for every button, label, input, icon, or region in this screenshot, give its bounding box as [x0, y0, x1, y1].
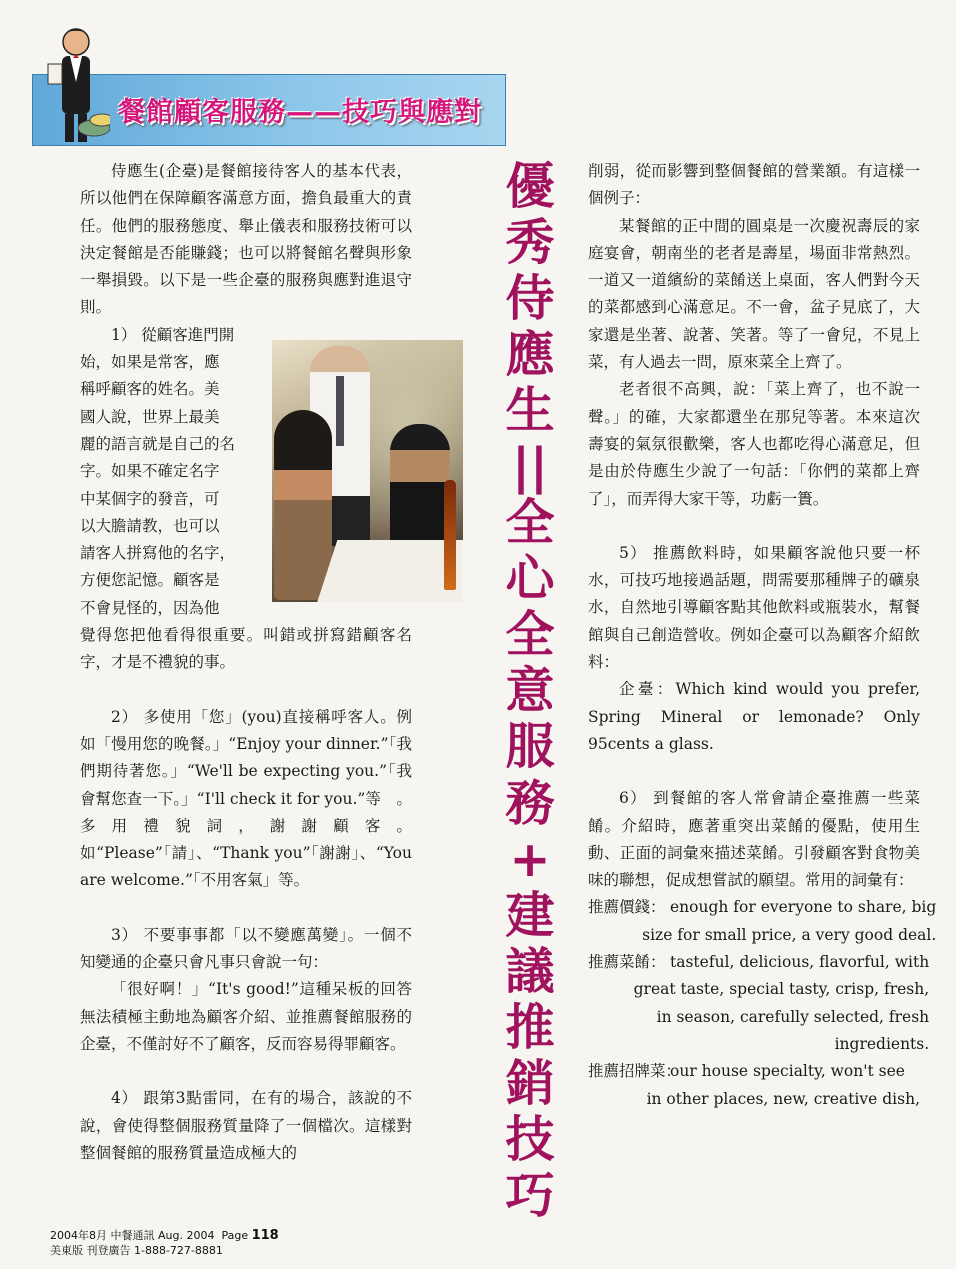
page-footer	[50, 1228, 450, 1258]
vocabulary-list	[588, 894, 937, 1112]
vocab-definition	[646, 1058, 920, 1113]
vocab-term: 推薦招牌菜：	[588, 1062, 682, 1081]
tip-1-line: 稱呼顧客的姓名。美	[80, 380, 220, 399]
story-paragraph-2: 老者很不高興，說：「菜上齊了，也不說一聲。」的確，大家都還坐在那兒等著。本來這次壽宴的氣氛很歡樂，客人也都吃得心滿意足，但是由於侍應生少說了一句話：「你們的菜都上齊了」，而弄得大家干等，功虧一簣。	[588, 380, 920, 508]
tip-2: 2） 多使用「您」(you)直接稱呼客人。例如「慢用您的晚餐。」“Enjoy your dinner.”「我們期待著您。」“We'll be expecting you.”「我會幫您查一下。」“I'll check it for you.”等 。多用禮貌詞，謝謝顧客。如“Please”「請」、“Thank you”「謝謝」、“You are welcome.”「不用客氣」等。	[80, 707, 412, 890]
footer-date: 2004年8月 中餐通訊 Aug. 2004	[50, 1229, 215, 1242]
tip-5: 5） 推薦飲料時，如果顧客說他只要一杯水，可技巧地接過話題，問需要那種牌子的礦泉水，自然地引導顧客點其他飲料或瓶裝水，幫餐館與自己創造營收。例如企臺可以為顧客介紹飲料：	[588, 543, 920, 672]
vocab-line: enough for everyone to share, big	[670, 898, 937, 917]
headline-char: 生	[505, 382, 555, 440]
headline-char: 議	[505, 942, 555, 1000]
photo-guest-woman	[274, 410, 332, 600]
vocab-line: our house specialty, won't see	[670, 1062, 905, 1081]
headline-char: 心	[505, 550, 555, 608]
right-column	[588, 158, 937, 1113]
footer-advert-line: 美東版 刊登廣告 1-888-727-8881	[50, 1244, 223, 1257]
vocab-entry	[588, 1058, 920, 1113]
tip-1-line: 1） 從顧客進門開	[111, 325, 235, 344]
vocab-line: ingredients.	[834, 1034, 930, 1053]
waiter-mascot-icon	[40, 24, 110, 144]
story-paragraph-1: 某餐館的正中間的圓桌是一次慶祝壽辰的家庭宴會，朝南坐的老者是壽星，場面非常熱烈。一道又一道繽紛的菜餚送上桌面，客人們對今天的菜都感到心滿意足。不一會，盆子見底了，大家還是坐著、說著、笑著。等了一會兒，不見上菜，有人過去一問，原來菜全上齊了。	[588, 216, 920, 372]
tip-1-wrapped-lines	[80, 322, 270, 622]
headline-char: 全	[505, 606, 555, 664]
headline-char: +	[509, 830, 551, 888]
vocab-line: in other places, new, creative dish,	[646, 1089, 920, 1108]
vocab-entry	[588, 894, 937, 949]
tip-4: 4） 跟第3點雷同，在有的場合，該說的不說，會使得整個服務質量降了一個檔次。這樣對整個餐館的服務質量造成極大的	[80, 1089, 412, 1162]
vertical-headline	[498, 158, 562, 1224]
headline-char: 推	[505, 998, 555, 1056]
vocab-line: in season, carefully selected, fresh	[656, 1007, 930, 1026]
headline-char: ||	[512, 438, 548, 496]
tip-1-end: 覺得您把他看得很重要。叫錯或拼寫錯顧客名字，才是不禮貌的事。	[80, 626, 412, 672]
vocab-line: great taste, special tasty, crisp, fresh,	[633, 980, 930, 999]
photo-bottle	[444, 480, 456, 590]
vocab-definition	[633, 949, 930, 1058]
tip-1-line: 請客人拼寫他的名字，	[80, 544, 236, 563]
vocab-term: 推薦價錢：	[588, 898, 666, 917]
headline-char: 銷	[505, 1054, 555, 1112]
tip-1-line: 不會見怪的，因為他	[80, 598, 220, 617]
headline-char: 務	[505, 774, 555, 832]
vocab-term: 推薦菜餚：	[588, 953, 666, 972]
vocab-line: tasteful, delicious, flavorful, with	[670, 953, 930, 972]
headline-char: 建	[505, 886, 555, 944]
tip-1-line: 以大膽請教，也可以	[80, 516, 220, 535]
photo-guest-man	[390, 424, 450, 544]
tip-3: 3） 不要事事都「以不變應萬變」。一個不知變通的企臺只會凡事只會說一句：	[80, 925, 412, 972]
restaurant-service-photo	[272, 340, 463, 602]
headline-char: 侍	[505, 270, 555, 328]
headline-char: 秀	[505, 214, 555, 272]
left-column	[80, 158, 412, 1167]
tip-1-line: 字。如果不確定名字	[80, 462, 220, 481]
tip-3-quote: 「很好啊！」“It's good!”這種呆板的回答無法積極主動地為顧客介紹、並推薦餐館服務的企臺，不僅討好不了顧客，反而容易得罪顧客。	[80, 980, 412, 1053]
headline-char: 全	[505, 494, 555, 552]
headline-char: 巧	[505, 1166, 555, 1224]
vocab-line: size for small price, a very good deal.	[642, 925, 937, 944]
tip-1-line: 方便您記憶。顧客是	[80, 571, 220, 590]
headline-char: 技	[505, 1110, 555, 1168]
headline-char: 應	[505, 326, 555, 384]
photo-table	[315, 540, 463, 602]
tip-5-example: 企臺：Which kind would you prefer, Spring Mineral or lemonade? Only 95cents a glass.	[588, 680, 920, 753]
bleed-through-text	[520, 110, 560, 159]
tip-1-line: 始，如果是常客，應	[80, 353, 220, 372]
vocab-definition	[642, 894, 937, 949]
footer-page-label: Page	[221, 1229, 249, 1242]
intro-paragraph: 侍應生(企臺)是餐館接待客人的基本代表，所以他們在保障顧客滿意方面，擔負最重大的責任。他們的服務態度、舉止儀表和服務技術可以決定餐館是否能賺錢；也可以將餐館名聲與形象一舉損毀。以下是一些企臺的服務與應對進退守則。	[80, 162, 412, 317]
tip-1-line: 麗的語言就是自己的名	[80, 434, 236, 453]
vocab-entry	[588, 949, 930, 1058]
page-number: 118	[251, 1228, 279, 1243]
tip-1-line: 國人說，世界上最美	[80, 407, 220, 426]
headline-char: 服	[505, 718, 555, 776]
photo-tie	[336, 376, 344, 446]
section-title: 餐館顧客服務——技巧與應對	[118, 97, 482, 128]
tip-6: 6） 到餐館的客人常會請企臺推薦一些菜餚。介紹時，應著重突出菜餚的優點，使用生動、正面的詞彙來描述菜餚。引發顧客對食物美味的聯想，促成想嘗試的願望。常用的詞彙有：	[588, 789, 920, 890]
headline-char: 意	[505, 662, 555, 720]
headline-char: 優	[505, 158, 555, 215]
tip-1-line: 中某個字的發音，可	[80, 489, 220, 508]
tip-4-continued: 削弱，從而影響到整個餐館的營業額。有這樣一個例子：	[588, 162, 920, 208]
